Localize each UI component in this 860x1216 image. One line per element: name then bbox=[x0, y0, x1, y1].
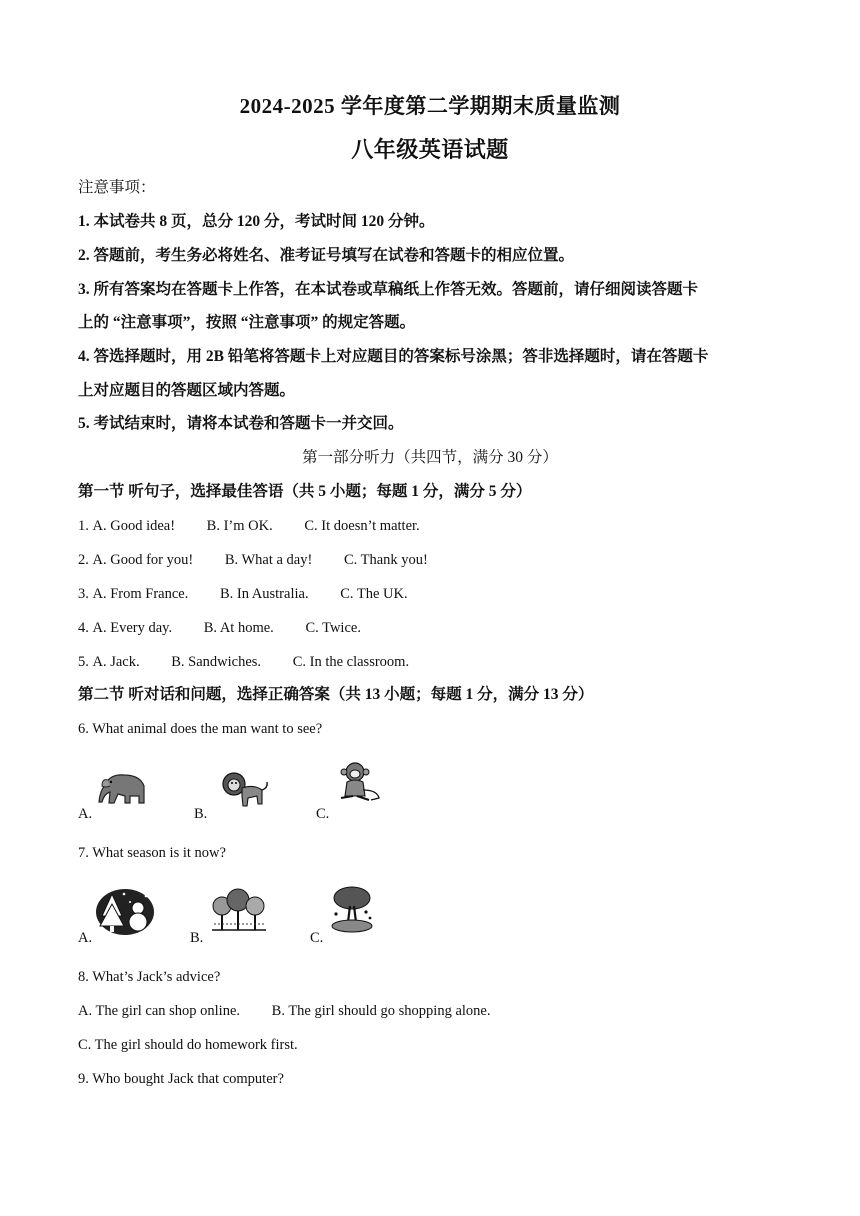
question-4: 4. A. Every day. B. At home. C. Twice. bbox=[78, 620, 361, 636]
option-b: B. In Australia. bbox=[219, 586, 309, 602]
option-b: B. I’m OK. bbox=[206, 518, 273, 534]
exam-title: 2024-2025 学年度第二学期期末质量监测 bbox=[239, 94, 621, 118]
note-item: 3. 所有答案均在答题卡上作答，在本试卷或草稿纸上作答无效。答题前，请仔细阅读答题卡 bbox=[78, 281, 699, 298]
question-7: 7. What season is it now? bbox=[78, 845, 226, 861]
q7-label-c: C. bbox=[310, 930, 324, 946]
option-a: A. The girl can shop online. bbox=[78, 1003, 241, 1019]
note-item: 上对应题目的答题区域内答题。 bbox=[78, 382, 296, 399]
option-a: A. From France. bbox=[92, 586, 189, 602]
question-5: 5. A. Jack. B. Sandwiches. C. In the classroom. bbox=[78, 654, 410, 670]
note-item: 5. 考试结束时，请将本试卷和答题卡一并交回。 bbox=[78, 415, 404, 432]
part1-heading: 第一部分听力（共四节，满分 30 分） bbox=[302, 449, 558, 466]
question-1: 1. A. Good idea! B. I’m OK. C. It doesn’t matter. bbox=[78, 518, 420, 534]
question-3: 3. A. From France. B. In Australia. C. The UK. bbox=[78, 586, 408, 602]
option-a: A. Jack. bbox=[92, 654, 140, 670]
option-c: C. It doesn’t matter. bbox=[304, 518, 420, 534]
option-c: C. Thank you! bbox=[343, 552, 428, 568]
autumn-tree-icon bbox=[326, 884, 378, 934]
question-8: 8. What’s Jack’s advice? bbox=[78, 969, 221, 985]
monkey-icon bbox=[333, 760, 385, 806]
option-a: A. Good idea! bbox=[92, 518, 176, 534]
option-c: C. Twice. bbox=[305, 620, 361, 636]
q6-label-b: B. bbox=[194, 806, 208, 822]
question-9: 9. Who bought Jack that computer? bbox=[78, 1071, 284, 1087]
note-item: 4. 答选择题时，用 2B 铅笔将答题卡上对应题目的答案标号涂黑；答非选择题时，请在答题卡 bbox=[78, 348, 709, 365]
option-c: C. The UK. bbox=[340, 586, 408, 602]
q7-label-a: A. bbox=[78, 930, 93, 946]
summer-trees-icon bbox=[210, 884, 268, 932]
option-a: A. Good for you! bbox=[92, 552, 194, 568]
lion-icon bbox=[218, 770, 270, 814]
q6-label-c: C. bbox=[316, 806, 330, 822]
option-b: B. Sandwiches. bbox=[171, 654, 262, 670]
exam-subtitle: 八年级英语试题 bbox=[351, 137, 509, 162]
q7-label-b: B. bbox=[190, 930, 204, 946]
elephant-icon bbox=[96, 770, 152, 810]
q6-label-a: A. bbox=[78, 806, 93, 822]
note-item: 1. 本试卷共 8 页，总分 120 分，考试时间 120 分钟。 bbox=[78, 213, 435, 230]
section2-heading: 第二节 听对话和问题，选择正确答案（共 13 小题；每题 1 分，满分 13 分） bbox=[78, 686, 594, 703]
option-b: B. The girl should go shopping alone. bbox=[271, 1003, 491, 1019]
question-2: 2. A. Good for you! B. What a day! C. Thank you! bbox=[78, 552, 428, 568]
question-8-options bbox=[78, 1001, 491, 1021]
winter-snowman-icon bbox=[94, 886, 156, 936]
question-6: 6. What animal does the man want to see? bbox=[78, 721, 323, 737]
option-b: B. What a day! bbox=[224, 552, 313, 568]
option-c: C. The girl should do homework first. bbox=[78, 1037, 298, 1053]
section1-heading: 第一节 听句子，选择最佳答语（共 5 小题；每题 1 分，满分 5 分） bbox=[78, 483, 532, 500]
option-a: A. Every day. bbox=[92, 620, 173, 636]
note-item: 上的 “注意事项”，按照 “注意事项” 的规定答题。 bbox=[78, 314, 416, 331]
option-b: B. At home. bbox=[203, 620, 274, 636]
notes-heading: 注意事项： bbox=[78, 179, 156, 196]
option-c: C. In the classroom. bbox=[292, 654, 410, 670]
note-item: 2. 答题前，考生务必将姓名、准考证号填写在试卷和答题卡的相应位置。 bbox=[78, 247, 575, 264]
